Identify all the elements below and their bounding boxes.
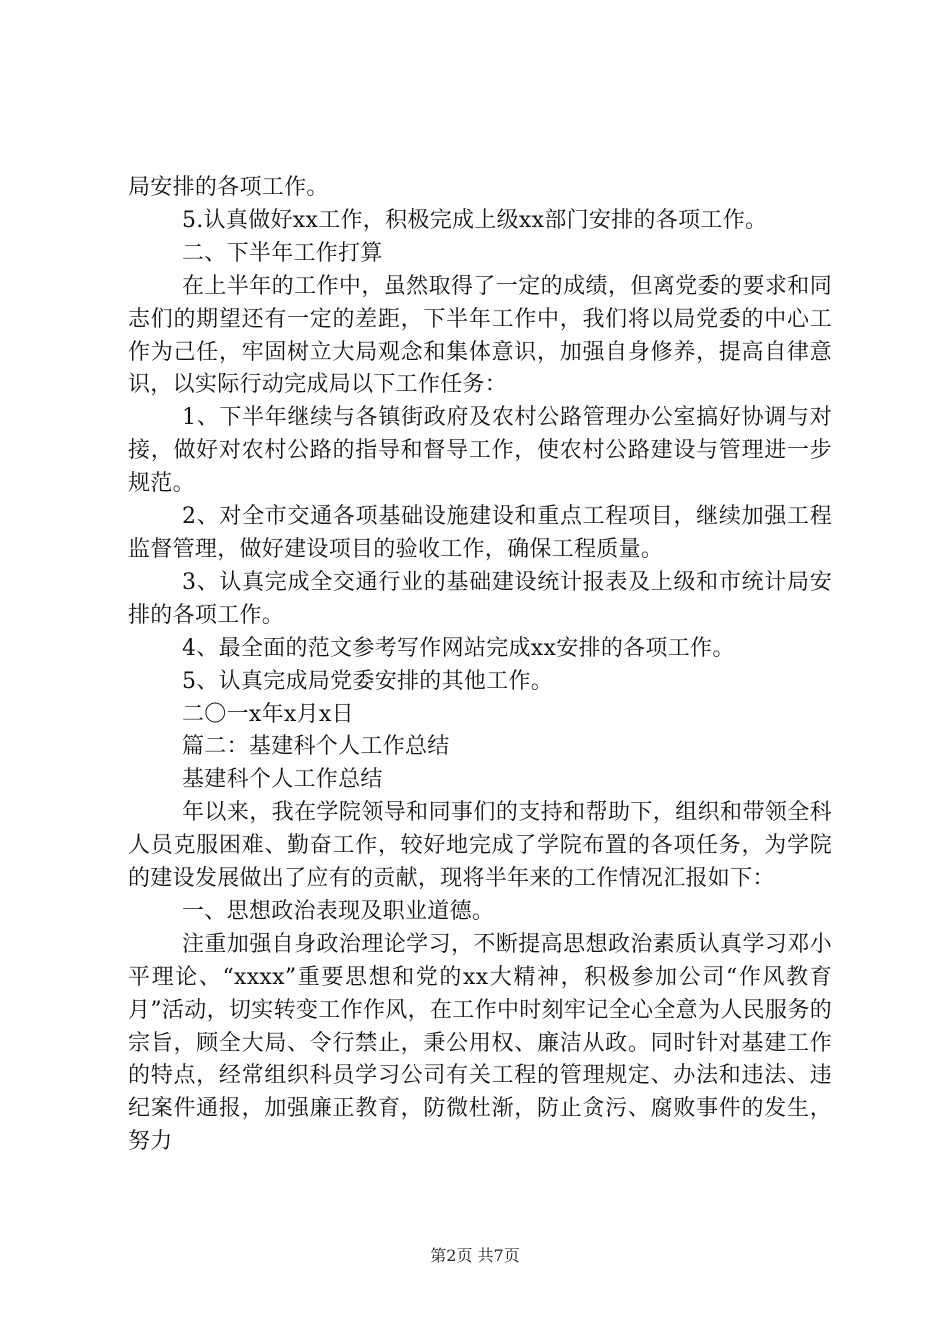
paragraph-task-3: 3、认真完成全交通行业的基础建设统计报表及上级和市统计局安排的各项工作。 bbox=[128, 569, 832, 628]
article-two-heading: 篇二：基建科个人工作总结 bbox=[182, 734, 450, 760]
paragraph-task-4: 4、最全面的范文参考写作网站完成xx安排的各项工作。 bbox=[182, 635, 735, 661]
paragraph-summary-intro: 年以来，我在学院领导和同事们的支持和帮助下，组织和带领全科人员克服困难、勤奋工作，较好地完成了学院布置的各项任务，为学院的建设发展做出了应有的贡献，现将半年来的工作情况汇报如下： bbox=[128, 800, 832, 892]
paragraph-task-2: 2、对全市交通各项基础设施建设和重点工程项目，继续加强工程监督管理，做好建设项目的验收工作，确保工程质量。 bbox=[128, 504, 832, 562]
document-date: 二〇一x年x月x日 bbox=[182, 701, 354, 727]
paragraph-item-5: 5.认真做好xx工作，积极完成上级xx部门安排的各项工作。 bbox=[182, 207, 768, 233]
section-heading-second-half-plan: 二、下半年工作打算 bbox=[182, 240, 383, 266]
document-body bbox=[128, 172, 832, 1159]
section-heading-political-ethics: 一、思想政治表现及职业道德。 bbox=[182, 898, 495, 924]
article-title: 基建科个人工作总结 bbox=[182, 767, 383, 793]
paragraph-political-study: 注重加强自身政治理论学习，不断提高思想政治素质认真学习邓小平理论、“xxxx”重要思想和党的xx大精神，积极参加公司“作风教育月”活动，切实转变工作作风，在工作中时刻牢记全心全意为人民服务的宗旨，顾全大局、令行禁止，秉公用权、廉洁从政。同时针对基建工作的特点，经常组织科员学习公司有关工程的管理规定、办法和违法、违纪案件通报，加强廉正教育，防微杜渐，防止贪污、腐败事件的发生，努力 bbox=[128, 931, 832, 1155]
paragraph-plan-intro: 在上半年的工作中，虽然取得了一定的成绩，但离党委的要求和同志们的期望还有一定的差距，下半年工作中，我们将以局党委的中心工作为己任，牢固树立大局观念和集体意识，加强自身修养，提高自律意识，以实际行动完成局以下工作任务： bbox=[128, 273, 832, 398]
page-number-footer: 第2页 共7页 bbox=[430, 1246, 520, 1265]
paragraph-continuation: 局安排的各项工作。 bbox=[128, 175, 329, 200]
paragraph-task-1: 1、下半年继续与各镇街政府及农村公路管理办公室搞好协调与对接，做好对农村公路的指导和督导工作，使农村公路建设与管理进一步规范。 bbox=[128, 405, 832, 497]
paragraph-task-5: 5、认真完成局党委安排的其他工作。 bbox=[182, 668, 554, 694]
